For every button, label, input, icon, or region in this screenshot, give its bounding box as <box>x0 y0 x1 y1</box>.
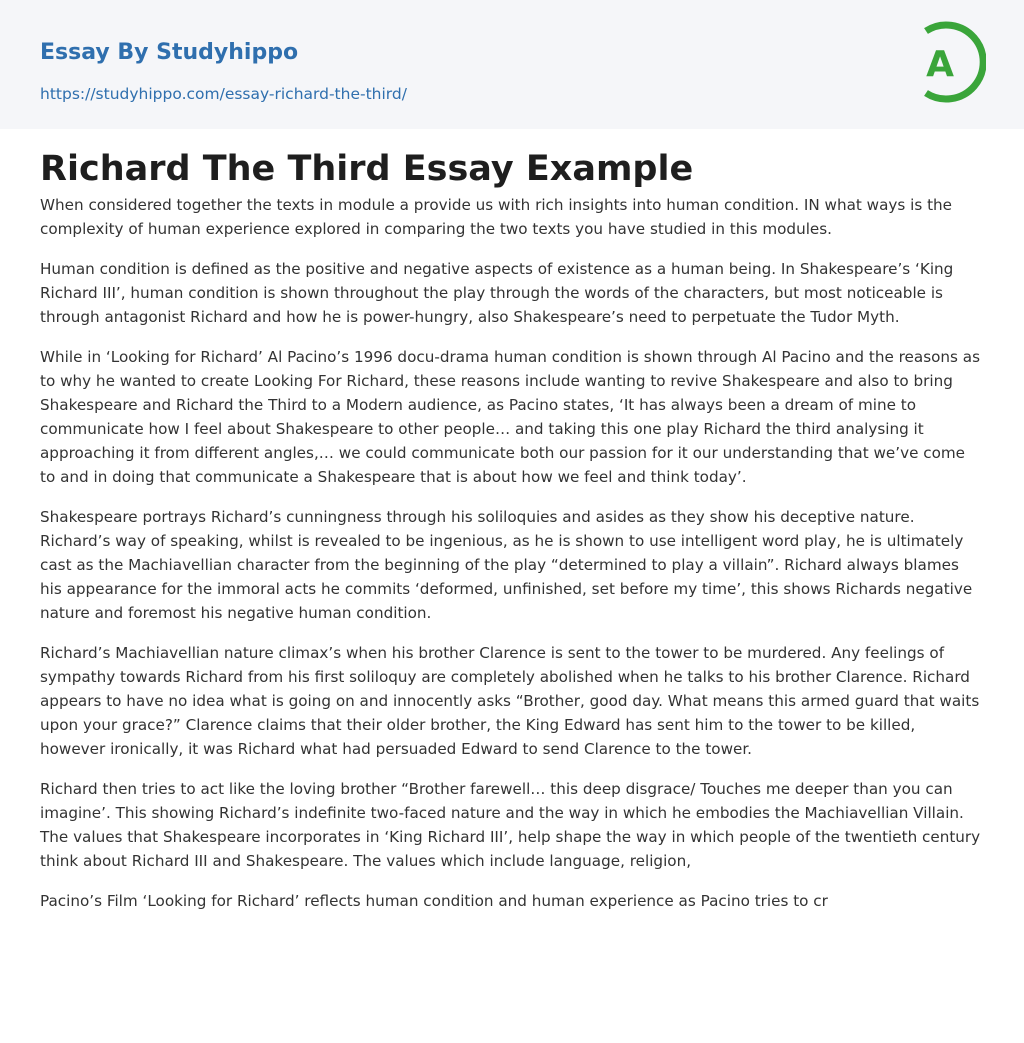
article-paragraph: Pacino’s Film ‘Looking for Richard’ reflects human condition and human experience as Pacino tries to cr <box>40 892 828 910</box>
article-content <box>0 129 1024 913</box>
article-paragraph: Richard’s Machiavellian nature climax’s when his brother Clarence is sent to the tower to be murdered. Any feelings of sympathy towards Richard from his first soliloquy are completely abolished when he talks to his brother Clarence. Richard appears to have no idea what is going on and innocently asks “Brother, good day. What means this armed guard that waits upon your grace?” Clarence claims that their older brother, the King Edward has sent him to the tower to be killed, however ironically, it was Richard what had persuaded Edward to send Clarence to the tower. <box>40 644 980 758</box>
source-url-link[interactable]: https://studyhippo.com/essay-richard-the-third/ <box>40 85 407 103</box>
article-title: Richard The Third Essay Example <box>40 149 694 189</box>
article-paragraph: Richard then tries to act like the loving brother “Brother farewell… this deep disgrace/ Touches me deeper than you can imagine’. This showing Richard’s indefinite two-faced nature and the way in which he embodies the Machiavellian Villain. The values that Shakespeare incorporates in ‘King Richard III’, help shape the way in which people of the twentieth century think about Richard III and Shakespeare. The values which include language, religion, <box>40 780 981 870</box>
article-paragraph: When considered together the texts in module a provide us with rich insights into human condition. IN what ways is the complexity of human experience explored in comparing the two texts you have studied in this modules. <box>40 196 953 238</box>
article-paragraph: Shakespeare portrays Richard’s cunningness through his soliloquies and asides as they show his deceptive nature. Richard’s way of speaking, whilst is revealed to be ingenious, as he is shown to use intelligent word play, he is ultimately cast as the Machiavellian character from the beginning of the play “determined to play a villain”. Richard always blames his appearance for the immoral acts he commits ‘deformed, unfinished, set before my time’, this shows Richards negative nature and foremost his negative human condition. <box>40 508 973 622</box>
logo-letter: A <box>926 44 954 85</box>
article-paragraph: Human condition is defined as the positive and negative aspects of existence as a human being. In Shakespeare’s ‘King Richard III’, human condition is shown throughout the play through the words of the characters, but most noticeable is through antagonist Richard and how he is power-hungry, also Shakespeare’s need to perpetuate the Tudor Myth. <box>40 260 954 326</box>
site-header <box>0 0 1024 129</box>
article-paragraph: While in ‘Looking for Richard’ Al Pacino’s 1996 docu-drama human condition is shown through Al Pacino and the reasons as to why he wanted to create Looking For Richard, these reasons include wanting to revive Shakespeare and also to bring Shakespeare and Richard the Third to a Modern audience, as Pacino states, ‘It has always been a dream of mine to communicate how I feel about Shakespeare to other people… and taking this one play Richard the third analysing it approaching it from different angles,… we could communicate both our passion for it our understanding that we’ve come to and in doing that communicate a Shakespeare that is about how we feel and think today’. <box>40 348 980 486</box>
site-brand[interactable]: Essay By Studyhippo <box>40 40 299 65</box>
studyhippo-logo-icon[interactable] <box>912 19 986 105</box>
